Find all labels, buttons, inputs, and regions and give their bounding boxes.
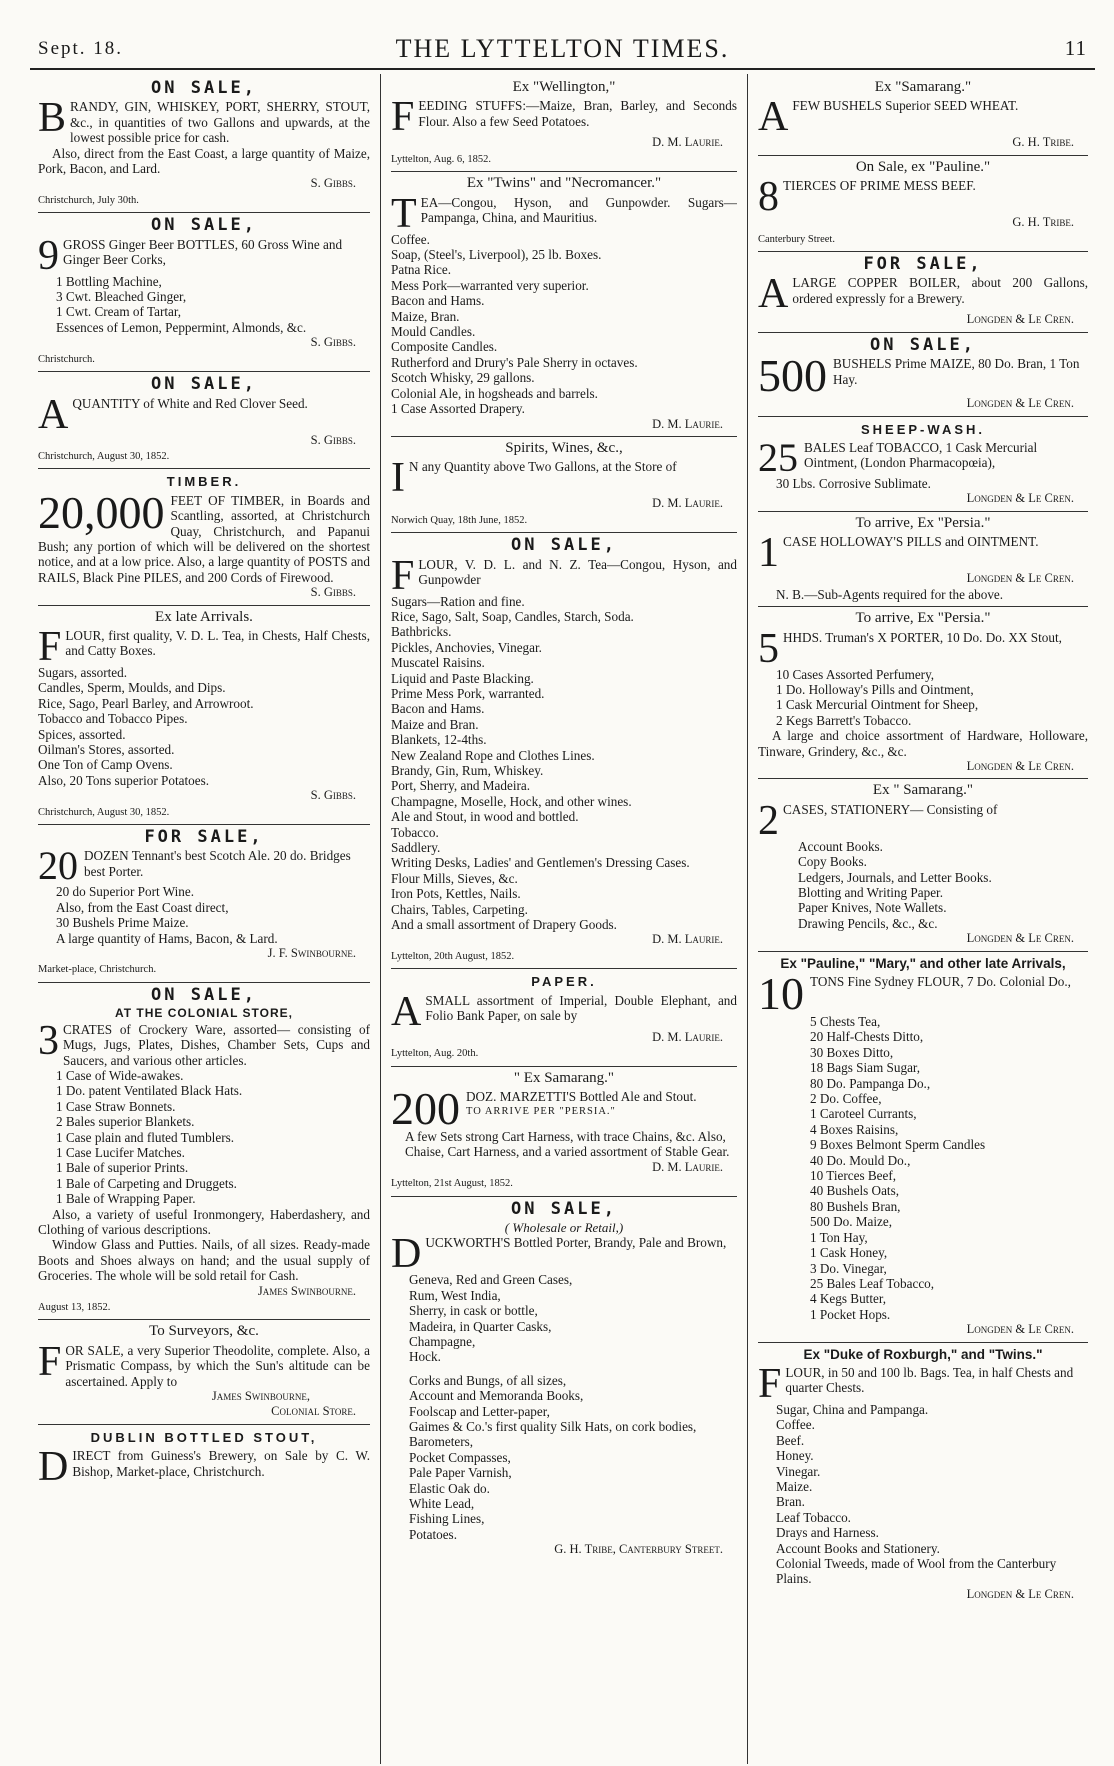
drop-cap: F (758, 1360, 782, 1407)
advertiser-signature: S. Gibbs. (310, 176, 356, 191)
advert-text: DOZ. MARZETTI'S Bottled Ale and Stout. (466, 1088, 697, 1104)
item-line: 1 Bale of Carpeting and Druggets. (56, 1175, 237, 1191)
item-line: 80 Bushels Bran, (810, 1198, 901, 1214)
advertiser-signature: Longden & Le Cren. (966, 758, 1074, 773)
drop-cap: B (38, 95, 67, 142)
large-numeral: 2 (758, 797, 779, 844)
large-numeral: 10 (758, 968, 804, 1019)
item-line: Potatoes. (409, 1526, 457, 1542)
item-line: 3 Do. Vinegar, (810, 1260, 887, 1276)
advert-dateline: Christchurch, July 30th. (38, 194, 139, 206)
drop-cap: F (38, 1338, 62, 1385)
advert-text: CASES, STATIONERY— Consisting of (783, 801, 998, 817)
item-line: Chairs, Tables, Carpeting. (391, 901, 528, 917)
advert-heading: To arrive, Ex "Persia." (855, 514, 991, 531)
drop-cap: A (38, 391, 69, 438)
item-line: Champagne, (409, 1333, 476, 1349)
advert-text: LOUR, in 50 and 100 lb. Bags. Tea, in half Chests and quarter Chests. (785, 1364, 1074, 1396)
column-2 (391, 76, 737, 1766)
advert-heading: To arrive, Ex "Persia." (855, 610, 991, 627)
item-line: 1 Cask Honey, (810, 1245, 888, 1261)
item-line: Bacon and Hams. (391, 701, 485, 717)
drop-cap: D (391, 1231, 422, 1278)
large-numeral: 25 (758, 435, 798, 481)
item-line: 4 Kegs Butter, (810, 1291, 887, 1307)
advert-heading: " Ex Samarang." (513, 1069, 615, 1086)
item-line: Barometers, (409, 1434, 474, 1450)
item-line: Maize and Bran. (391, 716, 479, 732)
advertiser-signature: S. Gibbs. (310, 335, 356, 350)
item-line: 10 Cases Assorted Perfumery, (776, 666, 935, 682)
advert-heading: ON SALE, (511, 1198, 617, 1219)
drop-cap: F (391, 552, 415, 599)
advertiser-signature: S. Gibbs. (310, 585, 356, 600)
advert-text: GROSS Ginger Beer BOTTLES, 60 Gross Wine and Ginger Beer Corks, (63, 236, 343, 268)
advert-text: SMALL assortment of Imperial, Double Elephant, and Folio Bank Paper, on sale by (425, 992, 737, 1024)
item-line: Honey. (776, 1448, 814, 1464)
advert-dateline: Lyttelton, Aug. 20th. (391, 1048, 479, 1060)
advert-heading: To Surveyors, &c. (149, 1323, 259, 1340)
item-line: 3 Cwt. Bleached Ginger, (56, 289, 187, 305)
item-line: Tobacco. (391, 824, 439, 840)
item-line: Account and Memoranda Books, (409, 1388, 584, 1404)
item-line: Iron Pots, Kettles, Nails. (391, 886, 521, 902)
item-line: Bacon and Hams. (391, 293, 485, 309)
advert-text: LARGE COPPER BOILER, about 200 Gallons, ordered expressly for a Brewery. (792, 275, 1088, 306)
drop-cap: D (38, 1444, 69, 1491)
advertiser-signature: D. M. Laurie. (652, 932, 723, 947)
item-line: Colonial Tweeds, made of Wool from the Canterbury Plains. (776, 1556, 1057, 1587)
advert-dateline: Market-place, Christchurch. (38, 964, 157, 976)
advertiser-signature: S. Gibbs. (310, 432, 356, 447)
advertiser-signature: G. H. Tribe, Canterbury Street. (554, 1542, 723, 1557)
advert-text: Window Glass and Putties. Nails, of all sizes. Ready-made Boots and Shoes always on hand; and the usual supply of Groceries. The whole will be sold retail for Cash. (38, 1237, 370, 1284)
item-line: 1 Bottling Machine, (56, 273, 162, 289)
advert-text: HHDS. Truman's X PORTER, 10 Do. Do. XX Stout, (783, 629, 1062, 645)
item-line: Rice, Sago, Salt, Soap, Candles, Starch, Soda. (391, 608, 634, 624)
drop-cap: I (391, 455, 405, 502)
item-line: Drawing Pencils, &c., &c. (798, 915, 938, 931)
item-line: Leaf Tobacco. (776, 1509, 851, 1525)
advertiser-signature: D. M. Laurie. (652, 1159, 723, 1174)
advert-heading: ON SALE, (151, 215, 257, 236)
advert-heading: ON SALE, (151, 374, 257, 395)
newspaper-title: THE LYTTELTON TIMES. (395, 34, 730, 63)
item-line: Pocket Compasses, (409, 1449, 511, 1465)
advert-heading: ON SALE, (151, 984, 257, 1005)
advert-text: Also, direct from the East Coast, a large quantity of Maize, Pork, Bacon, and Lard. (38, 145, 370, 177)
advertiser-signature: Longden & Le Cren. (966, 931, 1074, 946)
item-line: Sherry, in cask or bottle, (409, 1303, 538, 1319)
advertiser-signature: D. M. Laurie. (652, 416, 723, 431)
item-line: One Ton of Camp Ovens. (38, 757, 173, 773)
item-line: Spices, assorted. (38, 726, 126, 742)
item-line: New Zealand Rope and Clothes Lines. (391, 747, 595, 763)
advert-colonial-store (38, 983, 370, 1321)
item-line: Port, Sherry, and Madeira. (391, 778, 531, 794)
advert-heading: Ex " Samarang." (872, 782, 974, 799)
item-line: Sugars, assorted. (38, 664, 128, 680)
item-line: Saddlery. (391, 840, 441, 856)
drop-cap: F (38, 623, 62, 670)
item-line: Madeira, in Quarter Casks, (409, 1318, 552, 1334)
advert-feeding-stuffs (391, 76, 737, 172)
item-line: Oilman's Stores, assorted. (38, 742, 175, 757)
advert-stationery (758, 779, 1088, 951)
advert-subheading: TO ARRIVE PER "PERSIA." (466, 1106, 616, 1118)
advert-duckworth-porter (391, 1197, 737, 1562)
advert-text: Also, a variety of useful Ironmongery, Haberdashery, and Clothing of various descriptions. (38, 1206, 370, 1237)
advert-sheep-wash (758, 417, 1088, 512)
advert-ginger-beer-bottles (38, 213, 370, 372)
item-line: Rum, West India, (409, 1287, 501, 1303)
advert-theodolite (38, 1320, 370, 1424)
item-line: 40 Do. Mould Do., (810, 1152, 911, 1168)
item-line: 4 Boxes Raisins, (810, 1121, 899, 1137)
advert-dateline: Christchurch, August 30, 1852. (38, 806, 170, 818)
advert-note: N. B.—Sub-Agents required for the above. (776, 586, 1004, 602)
item-line: 1 Cwt. Cream of Tartar, (56, 304, 182, 320)
advert-heading: FOR SALE, (144, 827, 264, 848)
advert-text: OR SALE, a very Superior Theodolite, complete. Also, a Prismatic Compass, by which the Sun's altitude can be ascertained. Apply to (65, 1342, 370, 1389)
item-line: Maize, Bran. (391, 308, 460, 324)
advertiser-signature: Longden & Le Cren. (966, 396, 1074, 411)
advert-sydney-flour (758, 952, 1088, 1343)
advert-dateline: Christchurch, August 30, 1852. (38, 450, 170, 462)
advert-text: FEET OF TIMBER, in Boards and Scantling, assorted, at Christchurch Quay, Christchurch, and Papanui Bush; any portion of which will be delivered on the shortest notice, and at a low price. Also, a large quantity of POSTS and RAILS, Black Pine PILES, and 200 Cords of Firewood. (38, 492, 370, 585)
item-line: 1 Case Straw Bonnets. (56, 1098, 176, 1114)
advert-late-arrivals (38, 606, 370, 825)
large-numeral: 200 (391, 1082, 460, 1134)
item-line: 1 Bale of Wrapping Paper. (56, 1191, 196, 1207)
item-line: 1 Bale of superior Prints. (56, 1160, 189, 1176)
item-line: 5 Chests Tea, (810, 1014, 881, 1029)
item-line: Sugar, China and Pampanga. (776, 1401, 929, 1417)
item-line: 1 Case of Wide-awakes. (56, 1067, 184, 1083)
item-line: Candles, Sperm, Moulds, and Dips. (38, 680, 226, 696)
advert-text: N any Quantity above Two Gallons, at the Store of (409, 459, 677, 475)
item-line: Mess Pork—warranted very superior. (391, 277, 589, 293)
item-line: 30 Bushels Prime Maize. (56, 915, 189, 931)
advert-text: EA—Congou, Hyson, and Gunpowder. Sugars—Pampanga, China, and Mauritius. (420, 194, 737, 226)
item-line: Pale Paper Varnish, (409, 1465, 512, 1481)
item-line: Drays and Harness. (776, 1525, 879, 1541)
item-line: 1 Case Lucifer Matches. (56, 1144, 185, 1160)
item-line: Scotch Whisky, 29 gallons. (391, 370, 535, 386)
large-numeral: 9 (38, 232, 59, 279)
item-line: Ledgers, Journals, and Letter Books. (798, 869, 992, 885)
item-line: 2 Kegs Barrett's Tobacco. (776, 712, 912, 728)
large-numeral: 1 (758, 530, 779, 577)
column-1 (38, 76, 370, 1766)
advert-heading: ON SALE, (151, 78, 257, 98)
advertiser-signature: G. H. Tribe. (1012, 135, 1074, 150)
item-line: Muscatel Raisins. (391, 655, 485, 671)
item-line: Elastic Oak do. (409, 1480, 490, 1496)
advert-timber (38, 469, 370, 605)
item-line: Coffee. (391, 231, 430, 247)
advert-text: Chaise, Cart Harness, and a varied assortment of Stable Gear. (405, 1144, 730, 1160)
advertiser-signature: Longden & Le Cren. (966, 491, 1074, 506)
advert-heading: DUBLIN BOTTLED STOUT, (90, 1429, 318, 1445)
masthead (30, 30, 1095, 64)
item-line: Geneva, Red and Green Cases, (409, 1272, 573, 1288)
advert-text: LOUR, V. D. L. and N. Z. Tea—Congou, Hyson, and Gunpowder (418, 556, 737, 587)
drop-cap: A (758, 271, 789, 318)
item-line: Account Books and Stationery. (776, 1540, 940, 1556)
item-line: Tobacco and Tobacco Pipes. (38, 711, 188, 727)
advert-text: QUANTITY of White and Red Clover Seed. (72, 395, 308, 411)
item-line: Rice, Sago, Pearl Barley, and Arrowroot. (38, 695, 254, 711)
item-line: Beef. (776, 1432, 805, 1448)
advert-text: TONS Fine Sydney FLOUR, 7 Do. Colonial Do., (810, 974, 1071, 989)
item-line: 25 Bales Leaf Tobacco, (810, 1275, 935, 1291)
advert-dateline: Norwich Quay, 18th June, 1852. (391, 514, 528, 526)
item-line: A large quantity of Hams, Bacon, & Lard. (56, 930, 278, 946)
item-line: 20 Half-Chests Ditto, (810, 1029, 924, 1045)
advert-text: CASE HOLLOWAY'S PILLS and OINTMENT. (783, 534, 1039, 550)
item-line: 1 Do. Holloway's Pills and Ointment, (776, 681, 974, 697)
item-line: 1 Ton Hay, (810, 1229, 868, 1245)
advertiser-signature: James Swinbourne. (257, 1283, 356, 1298)
advert-heading: Spirits, Wines, &c., (505, 439, 623, 456)
advert-text: LOUR, first quality, V. D. L. Tea, in Chests, Half Chests, and Catty Boxes. (65, 627, 370, 659)
advert-heading: PAPER. (531, 974, 597, 990)
item-line: Essences of Lemon, Peppermint, Almonds, &c. (56, 319, 307, 335)
item-line: Patna Rice. (391, 262, 452, 278)
item-line: 9 Boxes Belmont Sperm Candles (810, 1137, 986, 1153)
advertiser-signature: James Swinbourne, (211, 1389, 310, 1404)
advert-paper (391, 969, 737, 1066)
advert-heading: TIMBER. (166, 474, 242, 490)
advert-dateline: Lyttelton, 20th August, 1852. (391, 950, 515, 962)
advert-heading: FOR SALE, (863, 254, 983, 275)
advert-mess-beef (758, 156, 1088, 252)
advertiser-signature: Longden & Le Cren. (966, 1322, 1074, 1337)
item-line: Hock. (409, 1349, 441, 1365)
advert-subheading: AT THE COLONIAL STORE, (114, 1006, 293, 1021)
item-line: 2 Bales superior Blankets. (56, 1114, 195, 1130)
large-numeral: 500 (758, 350, 827, 402)
item-line: Ale and Stout, in wood and bottled. (391, 809, 579, 825)
advert-heading: ON SALE, (870, 334, 976, 355)
advert-copper-boiler (758, 252, 1088, 333)
advert-roxburgh-flour (758, 1343, 1088, 1607)
advert-dateline: August 13, 1852. (38, 1302, 111, 1313)
item-line: Brandy, Gin, Rum, Whiskey. (391, 763, 544, 778)
item-line: 30 Boxes Ditto, (810, 1044, 894, 1060)
item-line: 18 Bags Siam Sugar, (810, 1060, 921, 1076)
drop-cap: F (391, 94, 415, 141)
item-line: 2 Do. Coffee, (810, 1091, 882, 1107)
advert-dublin-stout (38, 1425, 370, 1491)
issue-date: Sept. 18. (38, 38, 124, 59)
item-line: Corks and Bungs, of all sizes, (409, 1372, 567, 1388)
advert-text: IRECT from Guiness's Brewery, on Sale by C. W. Bishop, Market-place, Christchurch. (72, 1448, 370, 1479)
item-line: Liquid and Paste Blacking. (391, 670, 534, 686)
advertiser-signature: J. F. Swinbourne. (267, 946, 356, 961)
item-line: 1 Caroteel Currants, (810, 1106, 917, 1122)
advert-maize (758, 333, 1088, 417)
item-line: 1 Do. patent Ventilated Black Hats. (56, 1083, 243, 1099)
advertiser-signature: Longden & Le Cren. (966, 312, 1074, 327)
advert-spirits-wines (391, 437, 737, 533)
newspaper-page (30, 30, 1095, 1750)
item-line: Sugars—Ration and fine. (391, 593, 525, 609)
item-line: Coffee. (776, 1417, 815, 1433)
advert-text: TIERCES OF PRIME MESS BEEF. (783, 178, 976, 194)
drop-cap: A (758, 94, 789, 141)
advert-heading: Ex late Arrivals. (155, 608, 253, 625)
large-numeral: 20 (38, 843, 78, 889)
column-3 (758, 76, 1088, 1766)
large-numeral: 3 (38, 1017, 59, 1064)
advert-text: UCKWORTH'S Bottled Porter, Brandy, Pale and Brown, (425, 1235, 727, 1251)
item-line: Copy Books. (798, 854, 867, 870)
advert-text: EEDING STUFFS:—Maize, Bran, Barley, and Seconds Flour. Also a few Seed Potatoes. (418, 98, 737, 129)
item-line: Prime Mess Pork, warranted. (391, 685, 545, 701)
advert-holloways-pills (758, 512, 1088, 607)
advert-text: A large and choice assortment of Hardware, Holloware, Tinware, Grindery, &c., &c. (758, 728, 1088, 759)
item-line: 1 Cask Mercurial Ointment for Sheep, (776, 697, 979, 713)
advertiser-signature: S. Gibbs. (310, 788, 356, 803)
advertiser-signature: Longden & Le Cren. (966, 1586, 1074, 1601)
item-line: Bathbricks. (391, 624, 452, 640)
item-line: 40 Bushels Oats, (810, 1183, 900, 1199)
item-line: Blankets, 12-4ths. (391, 732, 487, 748)
advert-dateline: Lyttelton, 21st August, 1852. (391, 1178, 513, 1190)
item-line: White Lead, (409, 1496, 475, 1512)
advert-flour-vdl (391, 533, 737, 969)
item-line: Maize. (776, 1478, 813, 1494)
advert-dateline: Canterbury Street. (758, 233, 835, 245)
advert-text: A few Sets strong Cart Harness, with trace Chains, &c. Also, (405, 1128, 726, 1144)
item-line: Also, from the East Coast direct, (56, 899, 229, 915)
advert-heading: On Sale, ex "Pauline." (855, 158, 991, 175)
advert-text: FEW BUSHELS Superior SEED WHEAT. (792, 98, 1019, 114)
item-line: Composite Candles. (391, 339, 498, 355)
item-line: 10 Tierces Beef, (810, 1168, 897, 1184)
advert-heading: Ex "Samarang." (874, 79, 972, 95)
item-line: And a small assortment of Drapery Goods. (391, 917, 617, 933)
item-line: 1 Case Assorted Drapery. (391, 401, 525, 417)
item-line: Writing Desks, Ladies' and Gentlemen's Dressing Cases. (391, 855, 690, 871)
advertiser-signature: D. M. Laurie. (652, 496, 723, 511)
advert-seed-wheat (758, 76, 1088, 156)
advert-dateline: Christchurch. (38, 353, 95, 365)
advert-heading: Ex "Wellington," (512, 79, 616, 95)
item-line: Paper Knives, Note Wallets. (798, 900, 947, 916)
drop-cap: T (391, 190, 417, 237)
advert-text: RANDY, GIN, WHISKEY, PORT, SHERRY, STOUT, &c., in quantities of two Gallons and upwards, at the lowest possible price for cash. (70, 99, 370, 146)
advert-marzetti-ale (391, 1067, 737, 1197)
header-rule (30, 68, 1095, 70)
item-line: Vinegar. (776, 1463, 821, 1479)
advert-twins-necromancer (391, 172, 737, 437)
advert-text: 30 Lbs. Corrosive Sublimate. (776, 476, 931, 492)
item-line: 500 Do. Maize, (810, 1214, 893, 1230)
drop-cap: A (391, 988, 422, 1035)
advert-text: CRATES of Crockery Ware, assorted— consisting of Mugs, Jugs, Plates, Dishes, Chamber Sets, Cups and Saucers, and various other articles. (63, 1021, 370, 1068)
advert-clover-seed (38, 372, 370, 469)
advert-text: DOZEN Tennant's best Scotch Ale. 20 do. Bridges best Porter. (84, 848, 351, 879)
item-line: Flour Mills, Sieves, &c. (391, 870, 518, 886)
advert-text: BUSHELS Prime MAIZE, 80 Do. Bran, 1 Ton Hay. (833, 356, 1080, 387)
item-line: Blotting and Writing Paper. (798, 884, 944, 900)
page-number: 11 (1064, 36, 1087, 60)
item-line: Fishing Lines, (409, 1511, 485, 1527)
item-line: Bran. (776, 1494, 805, 1510)
item-line: Soap, (Steel's, Liverpool), 25 lb. Boxes. (391, 247, 602, 263)
advertiser-signature: D. M. Laurie. (652, 1029, 723, 1044)
item-line: Champagne, Moselle, Hock, and other wines. (391, 793, 632, 809)
advertiser-signature: D. M. Laurie. (652, 135, 723, 150)
item-line: Mould Candles. (391, 324, 476, 340)
advert-text: BALES Leaf TOBACCO, 1 Cask Mercurial Ointment, (London Pharmacopœia), (804, 440, 1038, 471)
item-line: Rutherford and Drury's Pale Sherry in octaves. (391, 354, 638, 370)
advert-subheading: ( Wholesale or Retail,) (504, 1219, 624, 1235)
advert-heading: Ex "Duke of Roxburgh," and "Twins." (803, 1346, 1043, 1362)
item-line: 1 Pocket Hops. (810, 1306, 891, 1322)
advertiser-signature: Longden & Le Cren. (966, 571, 1074, 586)
item-line: 80 Do. Pampanga Do., (810, 1075, 931, 1091)
advert-brandy (38, 76, 370, 213)
advert-truman-porter (758, 607, 1088, 779)
advertiser-address: Colonial Store. (271, 1404, 356, 1419)
column-divider (380, 74, 381, 1764)
advert-scotch-ale (38, 825, 370, 983)
large-numeral: 5 (758, 625, 779, 672)
item-line: Pickles, Anchovies, Vinegar. (391, 639, 542, 655)
item-line: Colonial Ale, in hogsheads and barrels. (391, 385, 598, 401)
advert-heading: Ex "Pauline," "Mary," and other late Arrivals, (780, 955, 1066, 971)
item-line: Foolscap and Letter-paper, (409, 1403, 550, 1419)
advert-heading: Ex "Twins" and "Necromancer." (466, 175, 662, 192)
item-line: 1 Case plain and fluted Tumblers. (56, 1129, 235, 1145)
advertiser-signature: G. H. Tribe. (1012, 215, 1074, 230)
item-line: Also, 20 Tons superior Potatoes. (38, 772, 209, 788)
large-numeral: 8 (758, 174, 779, 221)
item-line: 20 do Superior Port Wine. (56, 884, 195, 900)
column-divider (747, 74, 748, 1764)
advert-dateline: Lyttelton, Aug. 6, 1852. (391, 153, 492, 165)
advert-heading: SHEEP-WASH. (860, 421, 985, 437)
item-line: Gaimes & Co.'s first quality Silk Hats, on cork bodies, (409, 1419, 697, 1434)
large-numeral: 20,000 (38, 486, 165, 538)
advert-heading: ON SALE, (511, 535, 617, 556)
item-line: Account Books. (798, 838, 883, 854)
